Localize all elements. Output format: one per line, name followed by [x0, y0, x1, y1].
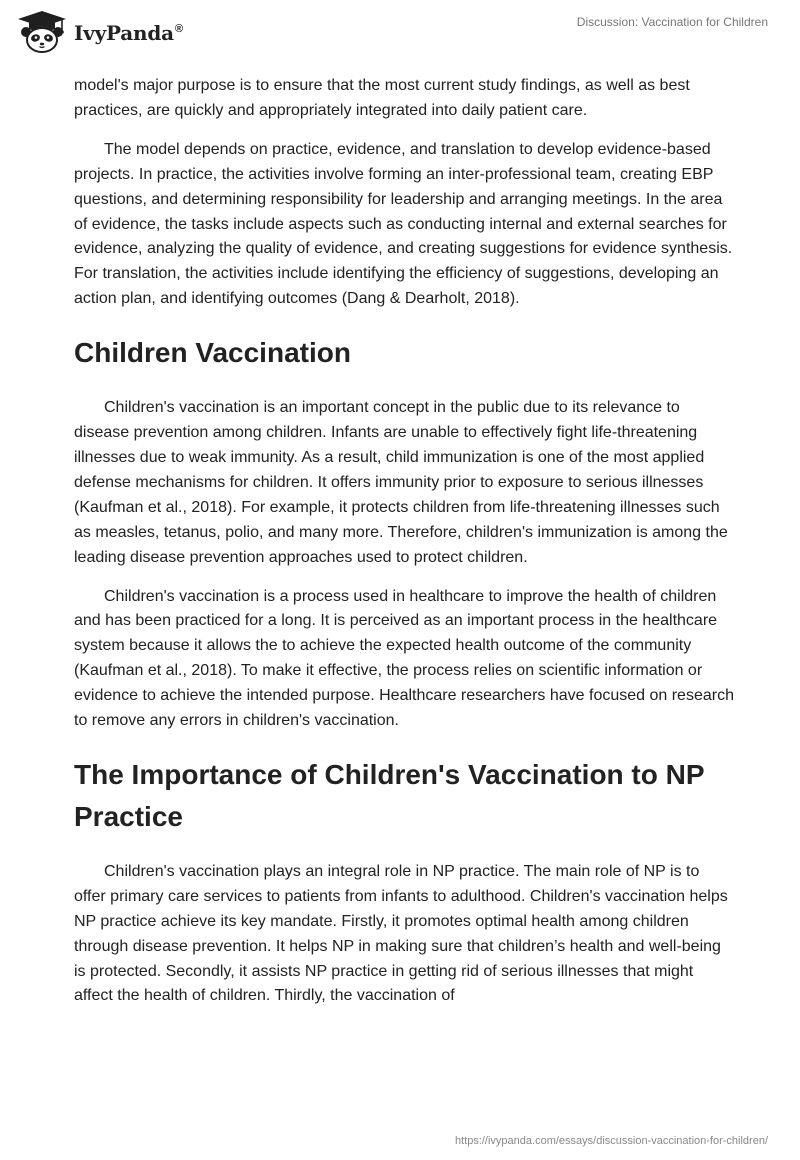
- paragraph: model's major purpose is to ensure that the most current study findings, as well as best practices, are quickly and appropriately integrated into daily patient care.: [74, 77, 690, 119]
- section-heading: The Importance of Children's Vaccination to NP Practice: [74, 758, 705, 832]
- paragraph: Children's vaccination plays an integral role in NP practice. The main role of NP is to offer primary care services to patients from infants to adulthood. Children's vaccination helps NP practice achieve its key mandate. Firstly, it promotes optimal health among children through disease prevention. It helps NP in making sure that children’s health and well-being is protected. Secondly, it assists NP practice in getting rid of serious illnesses that might affect the health of children. Thirdly, the vaccination of: [74, 862, 728, 1005]
- section-heading: Children Vaccination: [74, 337, 351, 369]
- paragraph: The model depends on practice, evidence, and translation to develop evidence-based projects. In practice, the activities involve forming an inter-professional team, creating EBP questions, and determining responsibility for leadership and arranging meetings. In the area of evidence, the tasks include aspects such as conducting internal and external searches for evidence, analyzing the quality of evidence, and creating suggestions for evidence synthesis. For translation, the activities include identifying the efficiency of suggestions, developing an action plan, and identifying outcomes (Dang & Dearholt, 2018).: [74, 140, 733, 308]
- paragraph: Children's vaccination is an important concept in the public due to its relevance to disease prevention among children. Infants are unable to effectively fight life-threatening illnesses due to weak immunity. As a result, child immunization is one of the most applied defense mechanisms for children. It offers immunity prior to exposure to serious illnesses (Kaufman et al., 2018). For example, it protects children from life-threatening illnesses such as measles, tetanus, polio, and many more. Therefore, children's immunization is among the leading disease prevention approaches used to protect children.: [74, 399, 728, 566]
- brand-name: IvyPanda®: [74, 21, 183, 45]
- brand-logo[interactable]: [16, 10, 183, 54]
- panda-graduate-icon: [16, 10, 68, 54]
- paragraph: Children's vaccination is a process used in healthcare to improve the health of children and has been practiced for a long. It is perceived as an important process in the healthcare system because it allows the to achieve the expected health outcome of the community (Kaufman et al., 2018). To make it effective, the process relies on scientific information or evidence to achieve the intended purpose. Healthcare researchers have focused on research to remove any errors in children's vaccination.: [74, 587, 734, 730]
- article-body: [74, 74, 734, 1023]
- page-header: [0, 0, 800, 70]
- document-title: Discussion: Vaccination for Children: [576, 15, 768, 29]
- source-url: https://ivypanda.com/essays/discussion-vaccination-for-children/: [454, 1135, 768, 1147]
